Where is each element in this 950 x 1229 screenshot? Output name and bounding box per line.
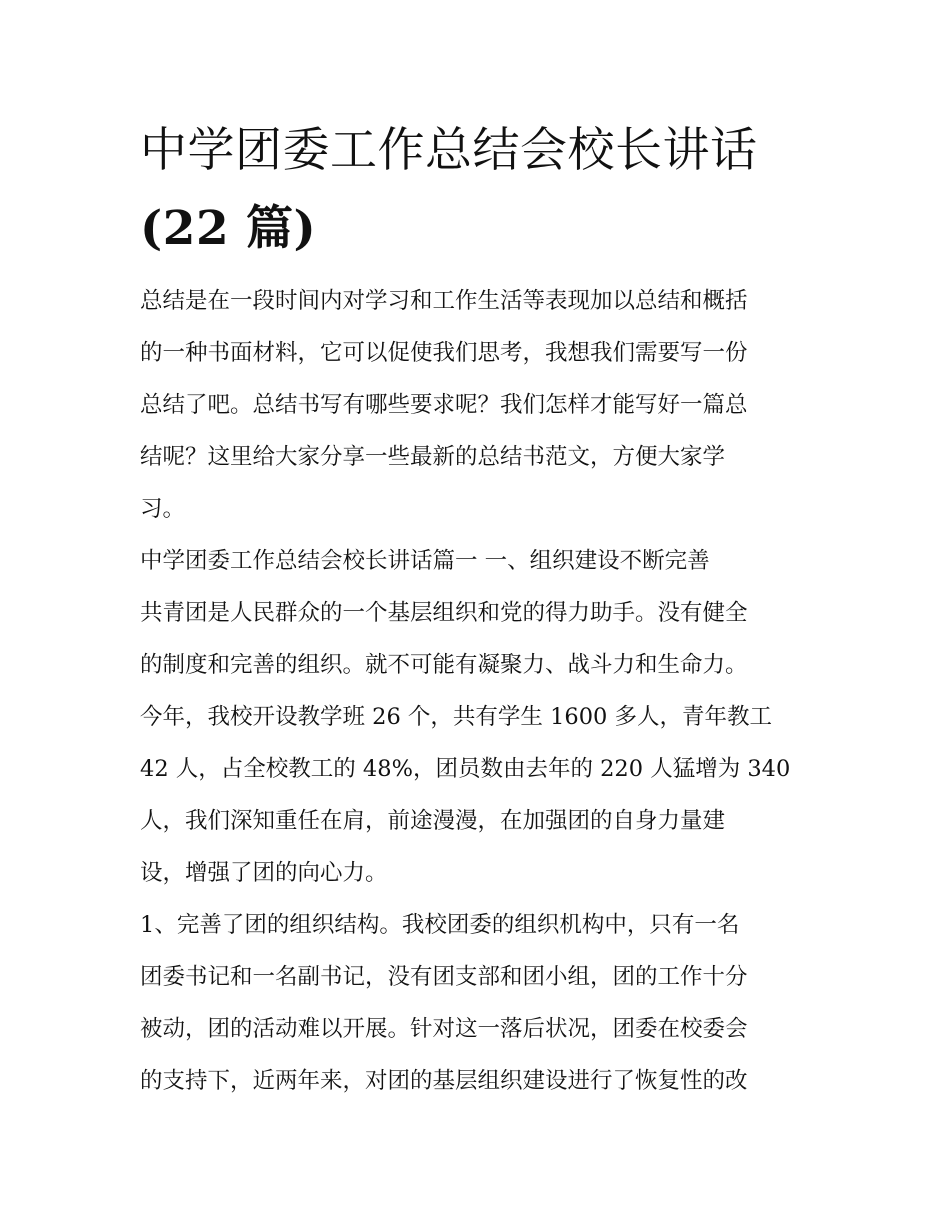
- text-line: 被动，团的活动难以开展。针对这一落后状况，团委在校委会: [140, 1016, 748, 1042]
- document-page: [140, 0, 812, 1229]
- document-title: [140, 112, 820, 268]
- text-line: 总结了吧。总结书写有哪些要求呢？我们怎样才能写好一篇总: [140, 392, 748, 418]
- text-line: 人，我们深知重任在肩，前途漫漫，在加强团的自身力量建: [140, 808, 726, 834]
- body-paragraph: [140, 899, 812, 1107]
- text-line: 习。: [140, 496, 186, 522]
- section-heading: [140, 535, 812, 587]
- body-paragraph: [140, 587, 812, 899]
- text-line: 团委书记和一名副书记，没有团支部和团小组，团的工作十分: [140, 964, 748, 990]
- text-line: 的制度和完善的组织。就不可能有凝聚力、战斗力和生命力。: [140, 652, 748, 678]
- text-line: 中学团委工作总结会校长讲话篇一 一、组织建设不断完善: [140, 548, 710, 574]
- text-line: 总结是在一段时间内对学习和工作生活等表现加以总结和概括: [140, 288, 748, 314]
- text-line: 的支持下，近两年来，对团的基层组织建设进行了恢复性的改: [140, 1068, 748, 1094]
- text-line: 结呢？这里给大家分享一些最新的总结书范文，方便大家学: [140, 444, 726, 470]
- text-line: 的一种书面材料，它可以促使我们思考，我想我们需要写一份: [140, 340, 748, 366]
- text-line: 今年，我校开设教学班 26 个，共有学生 1600 多人，青年教工: [140, 704, 773, 730]
- text-line: 42 人，占全校教工的 48%，团员数由去年的 220 人猛增为 340: [140, 756, 791, 782]
- text-line: 设，增强了团的向心力。: [140, 860, 388, 886]
- title-line-1: 中学团委工作总结会校长讲话: [140, 123, 758, 178]
- text-line: 1、完善了团的组织结构。我校团委的组织机构中，只有一名: [140, 912, 740, 938]
- text-line: 共青团是人民群众的一个基层组织和党的得力助手。没有健全: [140, 600, 748, 626]
- intro-paragraph: [140, 275, 812, 535]
- document-body: [140, 275, 812, 1107]
- title-line-2: (22 篇): [140, 201, 317, 256]
